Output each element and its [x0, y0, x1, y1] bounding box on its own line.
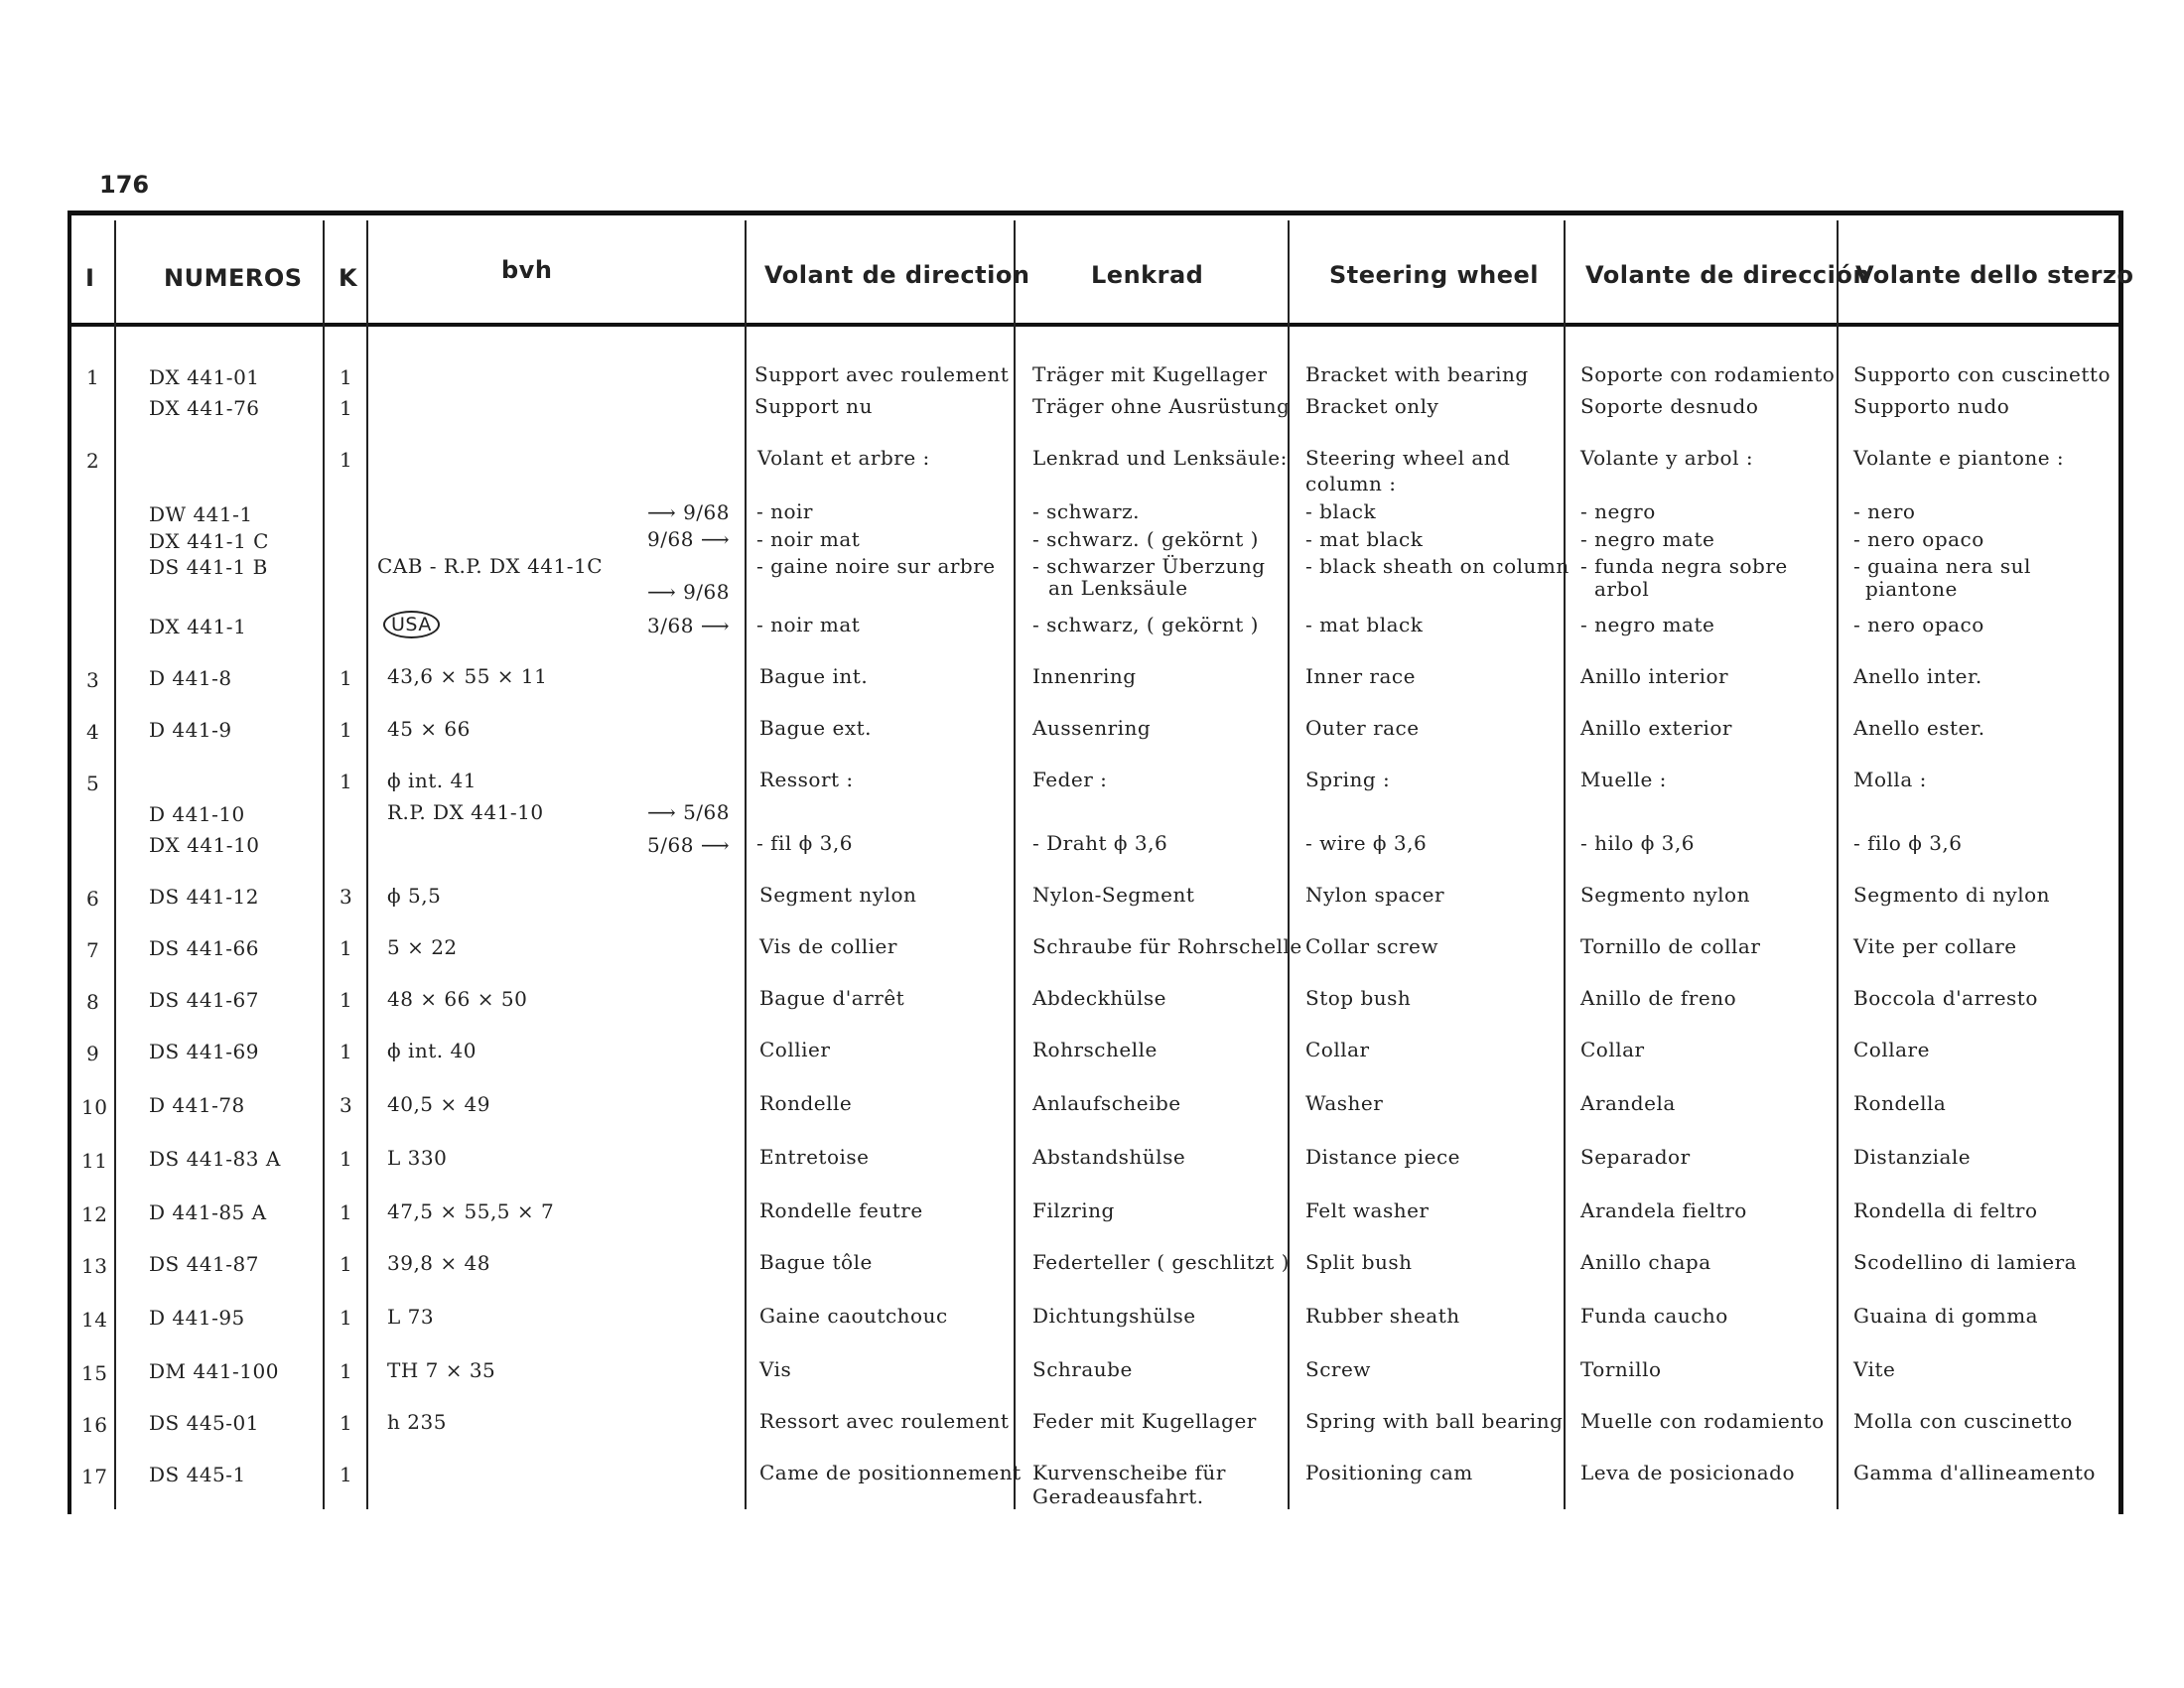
- quantity: 1: [340, 448, 353, 472]
- desc-de: Träger ohne Ausrüstung: [1032, 394, 1291, 418]
- part-number: DS 445-01: [149, 1411, 259, 1435]
- desc-de: Innenring: [1032, 664, 1137, 688]
- row-index: 6: [86, 887, 100, 911]
- dimensions: TH 7 × 35: [387, 1358, 496, 1382]
- desc-it: - filo ϕ 3,6: [1853, 831, 1963, 855]
- row-index: 11: [81, 1149, 108, 1173]
- part-number: D 441-8: [149, 666, 232, 690]
- usa-mark: USA: [383, 611, 440, 638]
- desc-es: Funda caucho: [1580, 1304, 1728, 1328]
- column-divider: [745, 220, 747, 1509]
- desc-es: Anillo de freno: [1580, 986, 1737, 1010]
- desc-es: Soporte con rodamiento: [1580, 362, 1836, 386]
- desc-de: Rohrschelle: [1032, 1038, 1158, 1061]
- desc-fr: Entretoise: [759, 1145, 870, 1169]
- row-index: 3: [86, 668, 100, 692]
- dimensions: 39,8 × 48: [387, 1251, 490, 1275]
- part-number: DS 441-1 B: [149, 555, 268, 579]
- part-number: DS 441-87: [149, 1252, 259, 1276]
- desc-en: Split bush: [1305, 1250, 1413, 1274]
- desc-fr: Bague ext.: [759, 716, 873, 740]
- desc-es: Anillo exterior: [1580, 716, 1732, 740]
- part-number: DX 441-76: [149, 396, 260, 420]
- desc-en: - black sheath on column: [1305, 554, 1570, 578]
- desc-de: Abdeckhülse: [1032, 986, 1166, 1010]
- header-bvh: bvh: [501, 256, 553, 284]
- desc-en: Outer race: [1305, 716, 1420, 740]
- bvh-reference: R.P. DX 441-10: [387, 800, 544, 824]
- desc-de: Lenkrad und Lenksäule:: [1032, 446, 1288, 470]
- desc-it: Vite: [1853, 1357, 1896, 1381]
- desc-es: Muelle con rodamiento: [1580, 1409, 1825, 1433]
- desc-es: - negro mate: [1580, 613, 1715, 636]
- desc-es: Tornillo: [1580, 1357, 1662, 1381]
- part-number: DS 441-67: [149, 988, 259, 1012]
- quantity: 1: [340, 1147, 353, 1171]
- desc-it: Vite per collare: [1853, 934, 2017, 958]
- validity-date: 5/68 ⟶: [647, 833, 730, 857]
- row-index: 10: [81, 1095, 108, 1119]
- desc-fr: - noir mat: [756, 613, 861, 636]
- desc-fr: Support avec roulement: [754, 362, 1010, 386]
- dimensions: ϕ int. 41: [387, 769, 477, 792]
- column-divider: [114, 220, 116, 1509]
- desc-it: - nero opaco: [1853, 527, 1984, 551]
- desc-it: - nero: [1853, 499, 1916, 523]
- quantity: 1: [340, 1306, 353, 1330]
- desc-de: Träger mit Kugellager: [1032, 362, 1268, 386]
- desc-es: Separador: [1580, 1145, 1691, 1169]
- desc-fr: - noir: [756, 499, 813, 523]
- desc-de: - schwarz. ( gekörnt ): [1032, 527, 1259, 551]
- desc-de: Federteller ( geschlitzt ): [1032, 1250, 1290, 1274]
- validity-date: 9/68 ⟶: [647, 527, 730, 551]
- desc-en: Positioning cam: [1305, 1461, 1473, 1484]
- part-number: D 441-9: [149, 718, 232, 742]
- quantity: 1: [340, 1200, 353, 1224]
- desc-de: Anlaufscheibe: [1032, 1091, 1181, 1115]
- desc-it: Molla :: [1853, 768, 1927, 791]
- desc-en: - mat black: [1305, 527, 1424, 551]
- desc-es: Volante y arbol :: [1580, 446, 1754, 470]
- desc-en: Nylon spacer: [1305, 883, 1445, 907]
- dimensions: L 330: [387, 1146, 448, 1170]
- row-index: 12: [81, 1202, 108, 1226]
- desc-fr: Ressort avec roulement: [759, 1409, 1010, 1433]
- desc-es: Arandela fieltro: [1580, 1198, 1747, 1222]
- desc-de: Geradeausfahrt.: [1032, 1484, 1204, 1508]
- quantity: 1: [340, 1252, 353, 1276]
- validity-date: ⟶ 9/68: [647, 500, 730, 524]
- desc-it: - nero opaco: [1853, 613, 1984, 636]
- column-divider: [1564, 220, 1566, 1509]
- desc-it: Scodellino di lamiera: [1853, 1250, 2078, 1274]
- part-number: DS 441-12: [149, 885, 259, 909]
- part-number: DM 441-100: [149, 1359, 279, 1383]
- desc-it: - guaina nera sul: [1853, 554, 2031, 578]
- row-index: 7: [86, 938, 100, 962]
- part-number: DX 441-1: [149, 615, 247, 638]
- desc-de: - schwarz, ( gekörnt ): [1032, 613, 1259, 636]
- desc-en: Inner race: [1305, 664, 1416, 688]
- desc-de: - schwarz.: [1032, 499, 1140, 523]
- quantity: 1: [340, 718, 353, 742]
- row-index: 16: [81, 1413, 108, 1437]
- row-index: 4: [86, 720, 100, 744]
- row-index: 5: [86, 772, 100, 795]
- dimensions: h 235: [387, 1410, 447, 1434]
- header-italian: Volante dello sterzo: [1855, 261, 2134, 289]
- row-index: 14: [81, 1308, 108, 1332]
- desc-de: Kurvenscheibe für: [1032, 1461, 1226, 1484]
- desc-de: Dichtungshülse: [1032, 1304, 1196, 1328]
- desc-es: Collar: [1580, 1038, 1645, 1061]
- desc-de: - Draht ϕ 3,6: [1032, 831, 1168, 855]
- dimensions: 48 × 66 × 50: [387, 987, 528, 1011]
- desc-es: - negro mate: [1580, 527, 1715, 551]
- header-divider: [68, 323, 2119, 327]
- quantity: 1: [340, 365, 353, 389]
- part-number: D 441-85 A: [149, 1200, 267, 1224]
- header-index: I: [85, 264, 95, 292]
- desc-es: - negro: [1580, 499, 1656, 523]
- desc-fr: Bague int.: [759, 664, 869, 688]
- desc-fr: - fil ϕ 3,6: [756, 831, 853, 855]
- desc-de: Feder mit Kugellager: [1032, 1409, 1257, 1433]
- desc-en: Rubber sheath: [1305, 1304, 1460, 1328]
- row-index: 15: [81, 1361, 108, 1385]
- desc-es: Arandela: [1580, 1091, 1676, 1115]
- desc-fr: Volant et arbre :: [757, 446, 930, 470]
- column-divider: [1837, 220, 1839, 1509]
- part-number: DS 441-69: [149, 1040, 259, 1063]
- desc-en: Steering wheel and: [1305, 446, 1511, 470]
- desc-en: Collar screw: [1305, 934, 1438, 958]
- quantity: 1: [340, 1463, 353, 1486]
- desc-it: Rondella di feltro: [1853, 1198, 2038, 1222]
- desc-de: Schraube für Rohrschelle: [1032, 934, 1302, 958]
- desc-en: - black: [1305, 499, 1377, 523]
- desc-en: Felt washer: [1305, 1198, 1430, 1222]
- desc-it: piantone: [1865, 577, 1958, 601]
- row-index: 9: [86, 1042, 100, 1065]
- desc-fr: Vis de collier: [759, 934, 897, 958]
- desc-fr: Ressort :: [759, 768, 854, 791]
- quantity: 3: [340, 1093, 353, 1117]
- quantity: 1: [340, 396, 353, 420]
- quantity: 3: [340, 885, 353, 909]
- desc-fr: Came de positionnement: [759, 1461, 1022, 1484]
- desc-de: Filzring: [1032, 1198, 1115, 1222]
- quantity: 1: [340, 1040, 353, 1063]
- dimensions: 5 × 22: [387, 935, 458, 959]
- desc-it: Anello ester.: [1853, 716, 1985, 740]
- row-index: 2: [86, 449, 100, 473]
- desc-de: Feder :: [1032, 768, 1108, 791]
- part-number: DS 445-1: [149, 1463, 246, 1486]
- desc-es: - funda negra sobre: [1580, 554, 1788, 578]
- header-spanish: Volante de dirección: [1585, 261, 1870, 289]
- header-numeros: NUMEROS: [164, 264, 303, 292]
- dimensions: 40,5 × 49: [387, 1092, 490, 1116]
- desc-en: Spring with ball bearing: [1305, 1409, 1564, 1433]
- row-index: 8: [86, 990, 100, 1014]
- desc-es: Leva de posicionado: [1580, 1461, 1795, 1484]
- desc-it: Supporto con cuscinetto: [1853, 362, 2111, 386]
- desc-fr: Bague tôle: [759, 1250, 873, 1274]
- desc-de: Aussenring: [1032, 716, 1152, 740]
- part-number: DW 441-1: [149, 502, 253, 526]
- desc-it: Boccola d'arresto: [1853, 986, 2038, 1010]
- part-number: D 441-10: [149, 802, 245, 826]
- dimensions: L 73: [387, 1305, 435, 1329]
- part-number: DX 441-10: [149, 833, 260, 857]
- row-index: 1: [86, 365, 100, 389]
- dimensions: 45 × 66: [387, 717, 471, 741]
- quantity: 1: [340, 936, 353, 960]
- part-number: DS 441-83 A: [149, 1147, 281, 1171]
- desc-it: Supporto nudo: [1853, 394, 2010, 418]
- desc-it: Molla con cuscinetto: [1853, 1409, 2073, 1433]
- desc-it: Collare: [1853, 1038, 1930, 1061]
- desc-fr: Rondelle: [759, 1091, 853, 1115]
- column-divider: [1014, 220, 1016, 1509]
- desc-en: Screw: [1305, 1357, 1371, 1381]
- desc-it: Volante e piantone :: [1853, 446, 2065, 470]
- desc-es: - hilo ϕ 3,6: [1580, 831, 1695, 855]
- desc-fr: Bague d'arrêt: [759, 986, 905, 1010]
- bvh-reference: CAB - R.P. DX 441-1C: [377, 554, 604, 578]
- desc-en: Bracket with bearing: [1305, 362, 1529, 386]
- dimensions: 47,5 × 55,5 × 7: [387, 1199, 555, 1223]
- row-index: 13: [81, 1254, 108, 1278]
- desc-de: an Lenksäule: [1048, 576, 1188, 600]
- desc-en: column :: [1305, 472, 1397, 495]
- desc-en: Distance piece: [1305, 1145, 1461, 1169]
- header-english: Steering wheel: [1329, 261, 1540, 289]
- desc-es: arbol: [1594, 577, 1650, 601]
- part-number: DX 441-1 C: [149, 529, 269, 553]
- part-number: D 441-78: [149, 1093, 245, 1117]
- column-divider: [323, 220, 325, 1509]
- desc-en: - mat black: [1305, 613, 1424, 636]
- quantity: 1: [340, 1359, 353, 1383]
- desc-de: Schraube: [1032, 1357, 1133, 1381]
- quantity: 1: [340, 666, 353, 690]
- desc-en: Spring :: [1305, 768, 1391, 791]
- dimensions: 43,6 × 55 × 11: [387, 664, 548, 688]
- row-index: 17: [81, 1465, 108, 1488]
- desc-en: - wire ϕ 3,6: [1305, 831, 1428, 855]
- desc-es: Segmento nylon: [1580, 883, 1750, 907]
- desc-es: Anillo chapa: [1580, 1250, 1711, 1274]
- desc-es: Soporte desnudo: [1580, 394, 1759, 418]
- desc-de: Nylon-Segment: [1032, 883, 1195, 907]
- validity-date: ⟶ 9/68: [647, 580, 730, 604]
- page-number: 176: [99, 171, 150, 199]
- desc-en: Collar: [1305, 1038, 1370, 1061]
- desc-es: Muelle :: [1580, 768, 1667, 791]
- header-k: K: [339, 264, 358, 292]
- desc-fr: Vis: [759, 1357, 792, 1381]
- desc-en: Stop bush: [1305, 986, 1412, 1010]
- header-french: Volant de direction: [764, 261, 1030, 289]
- desc-de: Abstandshülse: [1032, 1145, 1186, 1169]
- desc-es: Anillo interior: [1580, 664, 1729, 688]
- desc-fr: Collier: [759, 1038, 831, 1061]
- desc-fr: Segment nylon: [759, 883, 917, 907]
- desc-it: Rondella: [1853, 1091, 1947, 1115]
- desc-fr: - noir mat: [756, 527, 861, 551]
- part-number: DX 441-01: [149, 365, 260, 389]
- desc-it: Anello inter.: [1853, 664, 1982, 688]
- part-number: DS 441-66: [149, 936, 259, 960]
- desc-de: - schwarzer Überzung: [1032, 554, 1266, 578]
- desc-it: Guaina di gomma: [1853, 1304, 2039, 1328]
- desc-en: Washer: [1305, 1091, 1384, 1115]
- column-divider: [366, 220, 368, 1509]
- desc-es: Tornillo de collar: [1580, 934, 1761, 958]
- dimensions: ϕ 5,5: [387, 884, 442, 908]
- desc-fr: Rondelle feutre: [759, 1198, 923, 1222]
- desc-fr: Gaine caoutchouc: [759, 1304, 948, 1328]
- desc-fr: Support nu: [754, 394, 873, 418]
- desc-it: Gamma d'allineamento: [1853, 1461, 2096, 1484]
- quantity: 1: [340, 1411, 353, 1435]
- dimensions: ϕ int. 40: [387, 1039, 477, 1062]
- usa-badge: [383, 611, 440, 638]
- quantity: 1: [340, 988, 353, 1012]
- desc-fr: - gaine noire sur arbre: [756, 554, 996, 578]
- header-german: Lenkrad: [1091, 261, 1204, 289]
- validity-date: 3/68 ⟶: [647, 614, 730, 637]
- desc-it: Distanziale: [1853, 1145, 1972, 1169]
- validity-date: ⟶ 5/68: [647, 800, 730, 824]
- quantity: 1: [340, 770, 353, 793]
- desc-it: Segmento di nylon: [1853, 883, 2051, 907]
- part-number: D 441-95: [149, 1306, 245, 1330]
- desc-en: Bracket only: [1305, 394, 1439, 418]
